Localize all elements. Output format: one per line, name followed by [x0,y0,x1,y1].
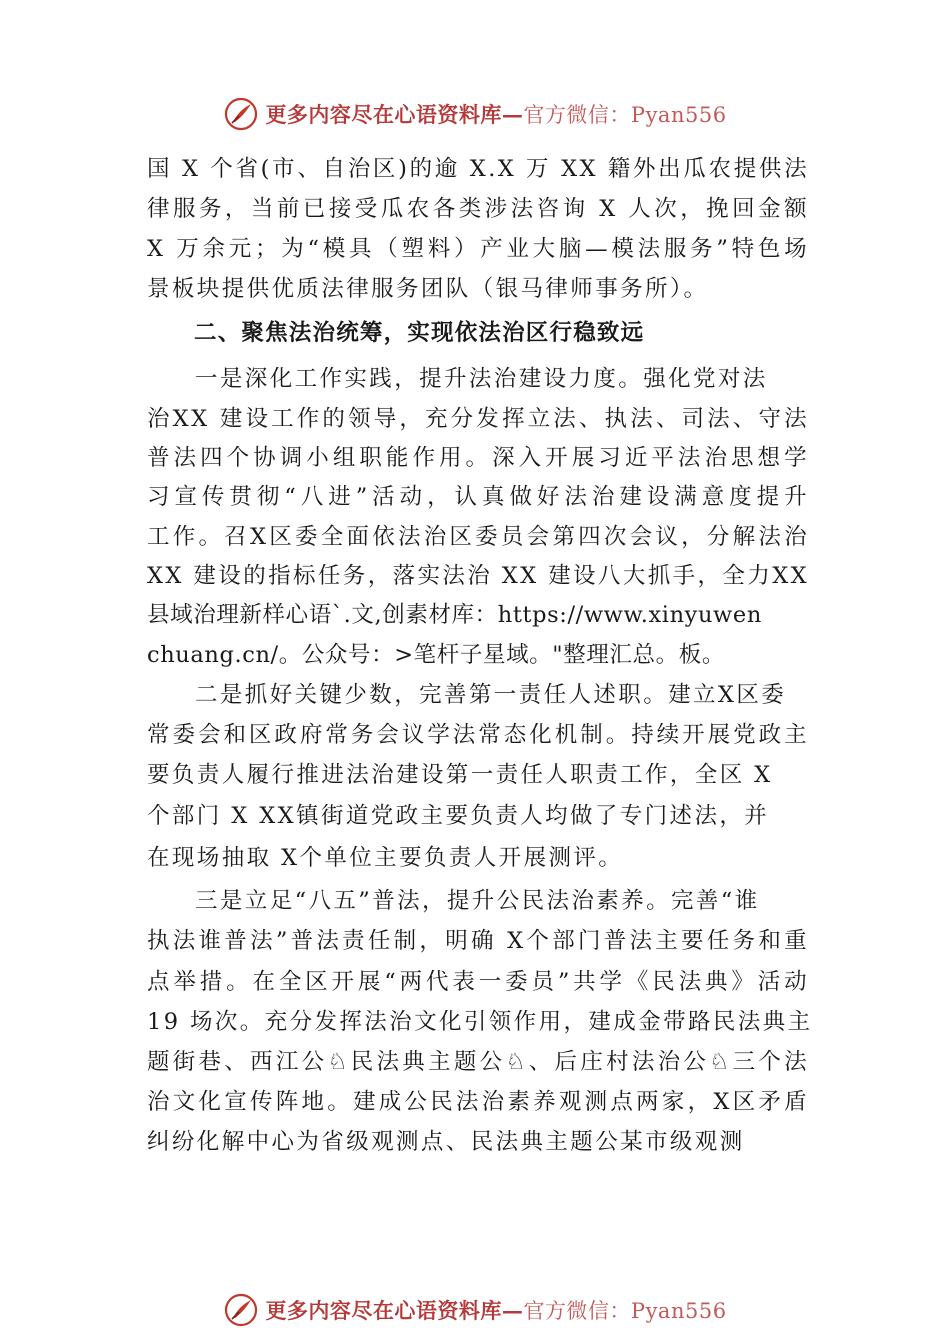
paragraph-line: 景板块提供优质法律服务团队（银马律师事务所）。 [147,276,709,302]
paragraph-line: 常委会和区政府常务会议学法常态化机制。持续开展党政主 [147,722,809,748]
paragraph-line: 要负责人履行推进法治建设第一责任人职责工作，全区 X [147,762,773,788]
paragraph-line: 三是立足“八五”普法，提升公民法治素养。完善“谁 [195,888,760,914]
paragraph-line: 点举措。在全区开展“两代表一委员”共学《民法典》活动 [147,969,809,995]
paragraph-line: 19 场次。充分发挥法治文化引领作用，建成金带路民法典主 [147,1009,813,1035]
footer-banner [0,1290,950,1330]
section-heading: 二、聚焦法治统筹，实现依法治区行稳致远 [194,320,645,346]
paragraph-line: XX 建设的指标任务，落实法治 XX 建设八大抓手，全力XX [147,563,810,589]
paragraph-line: 在现场抽取 X个单位主要负责人开展测评。 [147,845,624,871]
feather-logo-icon [223,96,259,132]
header-banner [0,94,950,134]
paragraph-line: 个部门 X XX镇街道党政主要负责人均做了专门述法，并 [147,803,770,829]
banner-wechat-text: 官方微信：Pyan556 [523,1299,727,1323]
banner-text [265,1295,726,1325]
feather-logo-icon [223,1292,259,1328]
paragraph-line: 工作。召X区委全面依法治区委员会第四次会议，分解法治 [147,524,809,550]
paragraph-line: 律服务，当前已接受瓜农各类涉法咨询 X 人次，挽回金额 [147,196,809,222]
banner-main-text: 更多内容尽在心语资料库— [265,1298,524,1323]
paragraph-line: 治XX 建设工作的领导，充分发挥立法、执法、司法、守法 [147,406,809,432]
paragraph-line: 普法四个协调小组职能作用。深入开展习近平法治思想学 [147,445,809,471]
paragraph-line: 题街巷、西江公♘民法典主题公♘、后庄村法治公♘三个法 [147,1049,809,1075]
paragraph-line: chuang.cn/。公众号：>笔杆子星域。"整理汇总。板。 [147,642,725,668]
paragraph-line: 执法谁普法”普法责任制，明确 X个部门普法主要任务和重 [147,928,809,954]
paragraph-line: 习宣传贯彻“八进”活动，认真做好法治建设满意度提升 [147,484,809,510]
paragraph-line: 县域治理新样心语`.文,创素材库：https://www.xinyuwen [147,602,762,628]
paragraph-line: X 万余元；为“模具（塑料）产业大脑—模法服务”特色场 [147,236,809,262]
paragraph-line: 国 X 个省(市、自治区)的逾 X.X 万 XX 籍外出瓜农提供法 [147,156,809,182]
paragraph-line: 治文化宣传阵地。建成公民法治素养观测点两家，X区矛盾 [147,1089,809,1115]
paragraph-line: 一是深化工作实践，提升法治建设力度。强化党对法 [195,366,768,392]
paragraph-line: 纠纷化解中心为省级观测点、民法典主题公某市级观测 [147,1129,745,1155]
banner-main-text: 更多内容尽在心语资料库— [265,102,524,127]
banner-wechat-text: 官方微信：Pyan556 [523,103,727,127]
paragraph-line: 二是抓好关键少数，完善第一责任人述职。建立X区委 [195,682,787,708]
banner-text [265,99,726,129]
